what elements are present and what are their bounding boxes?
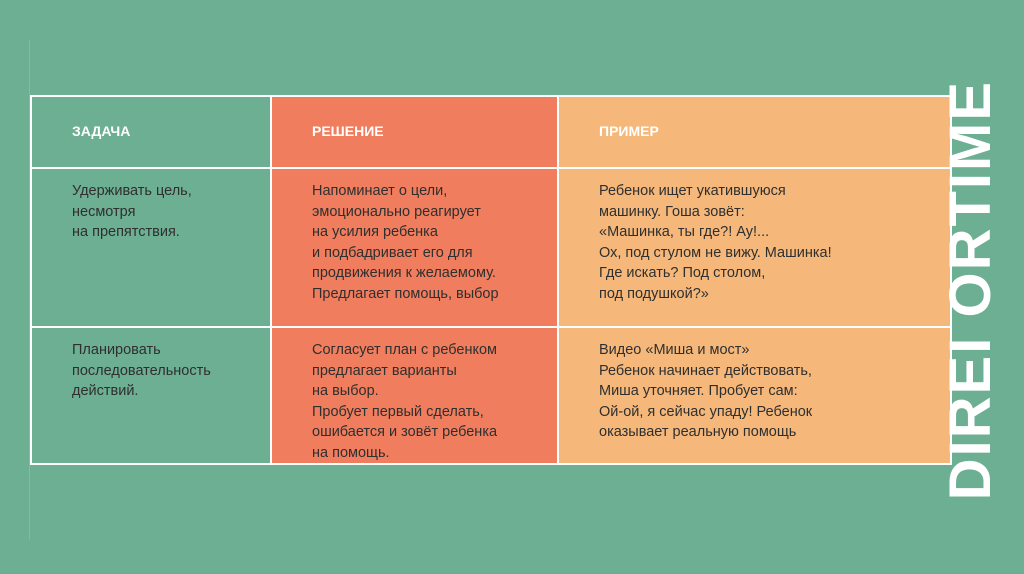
- header-solution: РЕШЕНИЕ: [312, 123, 384, 140]
- example-text: Ребенок ищет укатившуюся машинку. Гоша зовёт: «Машинка, ты где?! Ау!... Ох, под стулом не вижу. Машинка! Где искать? Под столом, под подушкой?»: [599, 183, 832, 302]
- header-task: ЗАДАЧА: [72, 123, 131, 140]
- task-cell: [31, 327, 271, 464]
- solution-cell: [271, 168, 558, 327]
- header-solution-cell: [271, 96, 558, 168]
- example-cell: [558, 168, 951, 327]
- task-text: Удерживать цель, несмотря на препятствия.: [72, 183, 192, 240]
- header-example: ПРИМЕР: [599, 123, 659, 140]
- task-cell: [31, 168, 271, 327]
- table-row: [31, 168, 951, 327]
- header-task-cell: [31, 96, 271, 168]
- solution-text: Согласует план с ребенком предлагает варианты на выбор. Пробует первый сделать, ошибается и зовёт ребенка на помощь.: [312, 342, 498, 461]
- solution-cell: [271, 327, 558, 464]
- example-text: Видео «Миша и мост» Ребенок начинает действовать, Миша уточняет. Пробует сам: Ой-ой, я сейчас упаду! Ребенок оказывает реальную помощь: [599, 342, 813, 440]
- side-title: [937, 40, 1003, 540]
- solution-text: Напоминает о цели, эмоционально реагирует на усилия ребенка и подбадривает его для продвижения к желаемому. Предлагает помощь, выбор: [312, 183, 499, 302]
- task-text: Планировать последовательность действий.: [72, 342, 211, 399]
- table-header-row: [31, 96, 951, 168]
- task-solution-table: [30, 95, 952, 465]
- table-row: [31, 327, 951, 464]
- header-example-cell: [558, 96, 951, 168]
- example-cell: [558, 327, 951, 464]
- side-title-text: DIREI ORTIME: [937, 79, 1003, 501]
